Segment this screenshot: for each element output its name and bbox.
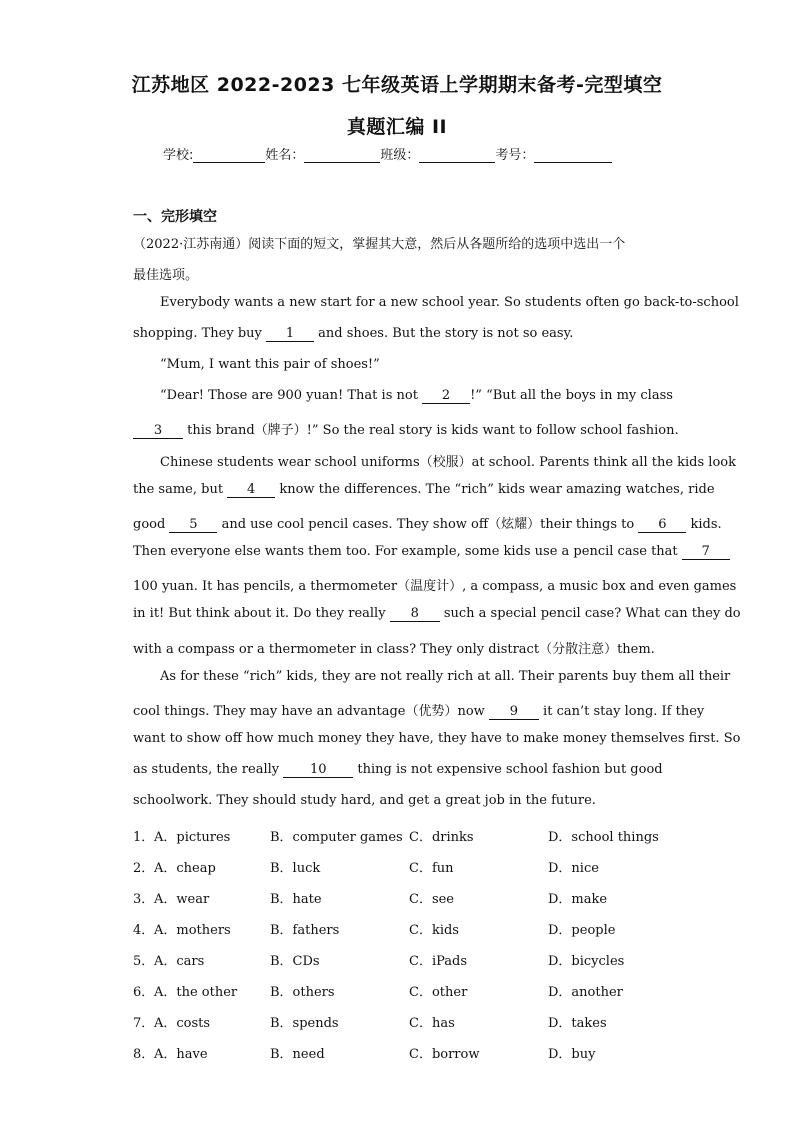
instructions-line-1: （2022·江苏南通）阅读下面的短文，掌握其大意，然后从各题所给的选项中选出一个 bbox=[133, 237, 626, 252]
question-number: 3． bbox=[133, 892, 155, 907]
option-a[interactable]: A．wear bbox=[154, 892, 210, 907]
passage-line: good 5 and use cool pencil cases. They show off（炫耀）their things to 6 kids. bbox=[133, 517, 722, 532]
blank-5[interactable]: 5 bbox=[169, 518, 217, 533]
passage-line: Chinese students wear school uniforms（校服）at school. Parents think all the kids look bbox=[160, 455, 736, 470]
document-subtitle: 真题汇编 II bbox=[346, 116, 448, 138]
class-field[interactable] bbox=[419, 148, 495, 163]
passage-line: 3 this brand（牌子）!” So the real story is kids want to follow school fashion. bbox=[133, 419, 679, 439]
option-d[interactable]: D．bicycles bbox=[548, 954, 625, 969]
blank-10[interactable]: 10 bbox=[283, 763, 353, 778]
passage-line: cool things. They may have an advantage（优势）now 9 it can’t stay long. If they bbox=[133, 704, 705, 719]
option-d[interactable]: D．make bbox=[548, 892, 608, 907]
class-label: 班级： bbox=[380, 148, 420, 163]
document-title: 江苏地区 2022-2023 七年级英语上学期期末备考-完型填空 bbox=[131, 74, 663, 96]
option-c[interactable]: C．other bbox=[409, 985, 468, 1000]
instructions-line-2: 最佳选项。 bbox=[133, 268, 199, 283]
passage-line: in it! But think about it. Do they really 8 such a special pencil case? What can they do bbox=[133, 606, 741, 621]
option-c[interactable]: C．has bbox=[409, 1016, 455, 1031]
question-number: 6． bbox=[133, 985, 155, 1000]
school-field[interactable] bbox=[193, 148, 265, 163]
question-number: 2． bbox=[133, 861, 155, 876]
passage-line: with a compass or a thermometer in class? They only distract（分散注意）them. bbox=[133, 642, 655, 657]
question-number: 7． bbox=[133, 1016, 155, 1031]
passage-line: Then everyone else wants them too. For example, some kids use a pencil case that 7 bbox=[133, 544, 730, 560]
option-c[interactable]: C．borrow bbox=[409, 1047, 480, 1062]
option-a[interactable]: A．cheap bbox=[154, 861, 216, 876]
number-label: 考号： bbox=[495, 148, 535, 163]
blank-2[interactable]: 2 bbox=[422, 389, 470, 404]
passage-line: the same, but 4 know the differences. The “rich” kids wear amazing watches, ride bbox=[133, 482, 715, 497]
option-c[interactable]: C．drinks bbox=[409, 830, 474, 845]
school-label: 学校: bbox=[163, 148, 194, 163]
option-a[interactable]: A．pictures bbox=[154, 830, 231, 845]
option-d[interactable]: D．buy bbox=[548, 1047, 596, 1062]
passage-line: as students, the really 10 thing is not expensive school fashion but good bbox=[133, 762, 663, 777]
passage-line: shopping. They buy 1 and shoes. But the story is not so easy. bbox=[133, 326, 574, 341]
blank-7[interactable]: 7 bbox=[682, 545, 730, 560]
option-d[interactable]: D．takes bbox=[548, 1016, 607, 1031]
passage-line: As for these “rich” kids, they are not really rich at all. Their parents buy them all their bbox=[160, 669, 731, 684]
name-field[interactable] bbox=[304, 148, 380, 163]
option-a[interactable]: A．cars bbox=[154, 954, 205, 969]
passage-line: schoolwork. They should study hard, and get a great job in the future. bbox=[133, 793, 596, 808]
option-b[interactable]: B．fathers bbox=[270, 923, 340, 938]
option-b[interactable]: B．luck bbox=[270, 861, 321, 876]
question-number: 5． bbox=[133, 954, 155, 969]
passage-line: 100 yuan. It has pencils, a thermometer（温度计）, a compass, a music box and even games bbox=[133, 579, 737, 594]
option-b[interactable]: B．CDs bbox=[270, 954, 320, 969]
option-b[interactable]: B．need bbox=[270, 1047, 325, 1062]
question-number: 8． bbox=[133, 1047, 155, 1062]
option-c[interactable]: C．iPads bbox=[409, 954, 468, 969]
student-info-row bbox=[163, 144, 612, 163]
option-b[interactable]: B．spends bbox=[270, 1016, 339, 1031]
name-label: 姓名： bbox=[265, 148, 305, 163]
option-d[interactable]: D．nice bbox=[548, 861, 599, 876]
blank-4[interactable]: 4 bbox=[227, 483, 275, 498]
option-d[interactable]: D．people bbox=[548, 923, 616, 938]
blank-6[interactable]: 6 bbox=[638, 518, 686, 533]
section-title: 一、完形填空 bbox=[133, 209, 217, 225]
option-d[interactable]: D．school things bbox=[548, 830, 659, 845]
option-b[interactable]: B．hate bbox=[270, 892, 322, 907]
blank-9[interactable]: 9 bbox=[489, 705, 539, 720]
option-a[interactable]: A．have bbox=[154, 1047, 208, 1062]
option-a[interactable]: A．the other bbox=[154, 985, 238, 1000]
question-number: 4． bbox=[133, 923, 155, 938]
question-number: 1． bbox=[133, 830, 155, 845]
passage-line: “Dear! Those are 900 yuan! That is not 2 !” “But all the boys in my class bbox=[160, 388, 673, 403]
blank-8[interactable]: 8 bbox=[390, 607, 440, 622]
option-d[interactable]: D．another bbox=[548, 985, 623, 1000]
option-a[interactable]: A．mothers bbox=[154, 923, 231, 938]
passage-line: “Mum, I want this pair of shoes!” bbox=[160, 357, 380, 372]
option-b[interactable]: B．others bbox=[270, 985, 335, 1000]
option-c[interactable]: C．see bbox=[409, 892, 455, 907]
number-field[interactable] bbox=[534, 148, 612, 163]
passage-line: want to show off how much money they have, they have to make money themselves first. So bbox=[133, 731, 741, 746]
blank-1[interactable]: 1 bbox=[266, 327, 314, 342]
option-a[interactable]: A．costs bbox=[154, 1016, 211, 1031]
option-c[interactable]: C．fun bbox=[409, 861, 454, 876]
option-c[interactable]: C．kids bbox=[409, 923, 459, 938]
option-b[interactable]: B．computer games bbox=[270, 830, 403, 845]
blank-3[interactable]: 3 bbox=[133, 424, 183, 439]
passage-line: Everybody wants a new start for a new school year. So students often go back-to-school bbox=[160, 295, 739, 310]
